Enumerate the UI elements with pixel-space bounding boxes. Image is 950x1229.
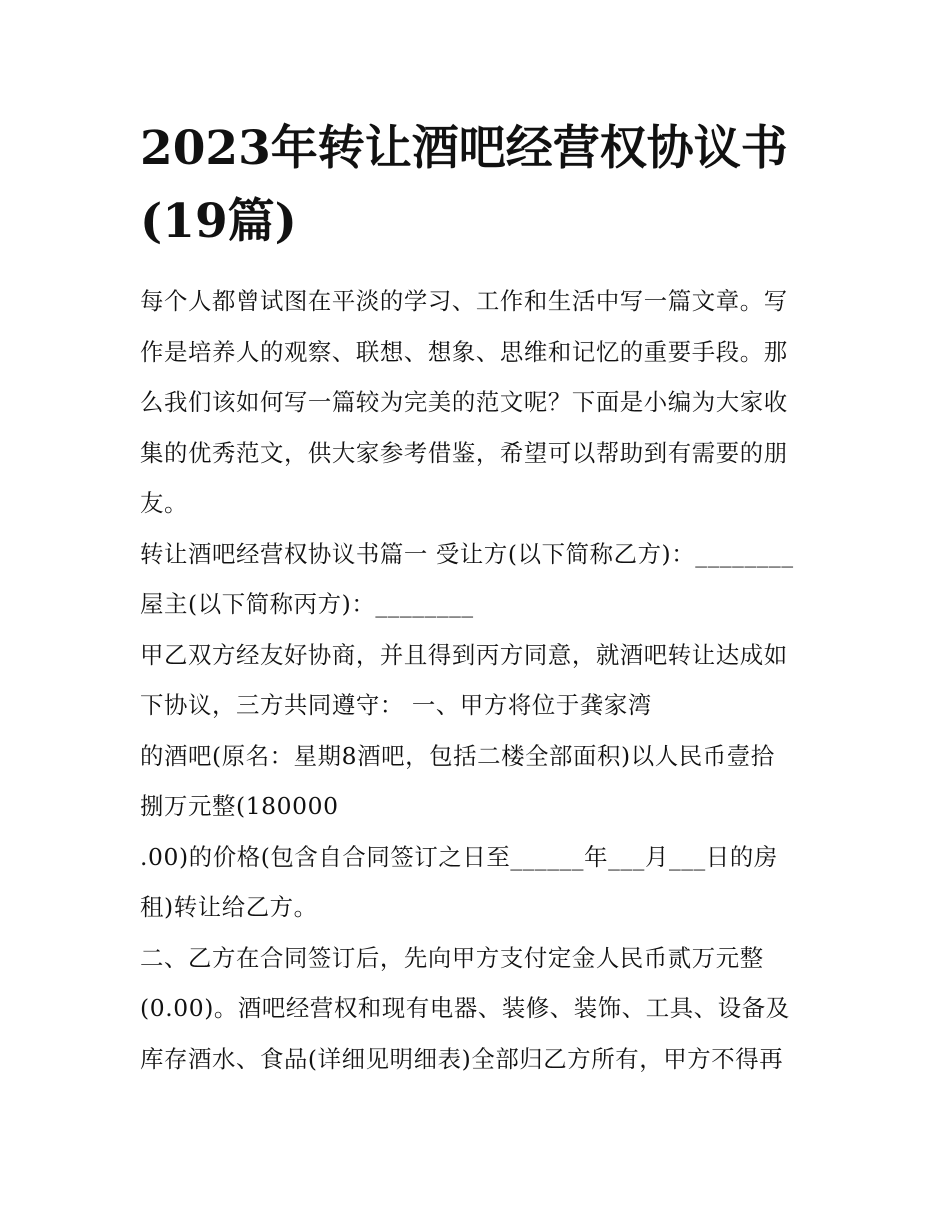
text-line: 的酒吧(原名：星期8酒吧，包括二楼全部面积)以人民币壹拾 xyxy=(140,741,775,770)
text-line: 库存酒水、食品(详细见明细表)全部归乙方所有，甲方不得再 xyxy=(140,1044,784,1073)
title-line-2: (19篇) xyxy=(140,194,297,249)
text-line: 二、乙方在合同签订后，先向甲方支付定金人民币贰万元整 xyxy=(140,943,764,972)
text-line: 捌万元整(180000 xyxy=(140,792,339,820)
document-title xyxy=(140,112,820,258)
text-line: 么我们该如何写一篇较为完美的范文呢？下面是小编为大家收 xyxy=(140,388,788,416)
document-body xyxy=(140,276,820,1084)
text-line: 转让酒吧经营权协议书篇一 受让方(以下简称乙方)：________ xyxy=(140,539,794,568)
text-line: .00)的价格(包含自合同签订之日至______年___月___日的房 xyxy=(140,842,778,871)
text-line: 作是培养人的观察、联想、想象、思维和记忆的重要手段。那 xyxy=(140,337,788,366)
text-line: (0.00)。酒吧经营权和现有电器、装修、装饰、工具、设备及 xyxy=(140,994,790,1022)
title-line-1: 2023年转让酒吧经营权协议书 xyxy=(140,121,788,176)
text-line: 屋主(以下简称丙方)：________ xyxy=(140,590,474,618)
text-line: 友。 xyxy=(140,489,188,517)
text-line: 甲乙双方经友好协商，并且得到丙方同意，就酒吧转让达成如 xyxy=(140,640,788,669)
text-line: 集的优秀范文，供大家参考借鉴，希望可以帮助到有需要的朋 xyxy=(140,438,788,467)
text-line: 每个人都曾试图在平淡的学习、工作和生活中写一篇文章。写 xyxy=(140,287,788,315)
text-line: 下协议，三方共同遵守： 一、甲方将位于龚家湾 xyxy=(140,691,652,719)
text-line: 租)转让给乙方。 xyxy=(140,893,318,921)
